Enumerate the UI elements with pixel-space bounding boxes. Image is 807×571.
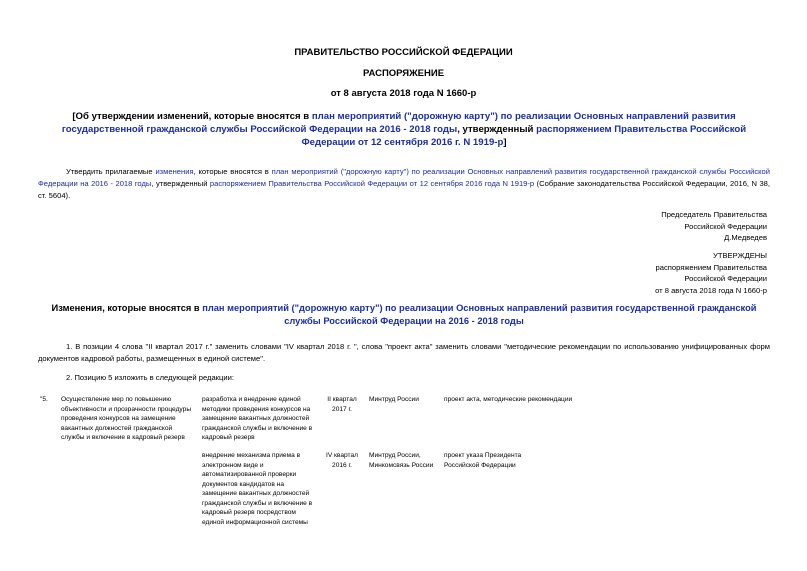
table-row-2-result: проект указа Президента Российской Федерации xyxy=(444,452,522,469)
para-order-link[interactable]: распоряжением Правительства Российской Федерации от 12 сентября 2016 года N 1919-р xyxy=(209,179,535,188)
document-date-number: от 8 августа 2018 года N 1660-р xyxy=(330,88,477,99)
approved-line-4: от 8 августа 2018 года N 1660-р xyxy=(655,285,767,295)
table-row-2-action: внедрение механизма приема в электронном виде и автоматизированной проверки документов кандидатов на замещение вакантных должностей гражданской службы и включение в кадровый резерв посредством единой информационной системы xyxy=(202,452,313,526)
changes-title-text: Изменения, которые вносятся в xyxy=(51,303,203,313)
table-measure-cell: Осуществление мер по повышению объективности и прозрачности процедуры проведения конкурсов на замещение вакантных должностей гражданской службы и включение в кадровый резерв xyxy=(61,396,192,441)
para-text-3: , утвержденный xyxy=(151,179,210,188)
para-text-4: (Собрание законодательства Российской Федерации, 2016, N 38, ст. 5604). xyxy=(38,179,770,200)
approved-block xyxy=(655,250,767,296)
title-plan-link[interactable]: план мероприятий ("дорожную карту") по реализации Основных направлений развития государственной гражданской службы Российской Федерации на 2016 - 2018 годы xyxy=(61,111,736,135)
signature-line-3: Д.Медведев xyxy=(724,233,767,242)
table-row-2-executor: Минтруд России, Минкомсвязь России xyxy=(369,452,434,469)
changes-title-plan-link[interactable]: план мероприятий ("дорожную карту") по реализации Основных направлений развития государственной гражданской службы Российской Федерации на 2016 - 2018 годы xyxy=(202,303,757,326)
table-row-1-deadline: II квартал 2017 г. xyxy=(327,396,357,413)
approved-line-2: распоряжением Правительства xyxy=(655,262,767,272)
para-text-1: Утвердить прилагаемые xyxy=(66,167,156,176)
signature-line-1: Председатель Правительства xyxy=(661,210,767,219)
para-plan-link[interactable]: план мероприятий ("дорожную карту") по реализации Основных направлений развития государственной гражданской службы Российской Федерации на 2016 - 2018 годы xyxy=(38,167,770,188)
approved-line-3: Российской Федерации xyxy=(684,274,767,283)
table-row-1-action: разработка и внедрение единой методики проведения конкурсов на замещение вакантных должностей гражданской службы и включение в кадровый резерв xyxy=(202,396,313,441)
item-1: 1. В позиции 4 слова "II квартал 2017 г." заменить словами "IV квартал 2018 г. ", слова "проект акта" заменить словами "методические рекомендации по использованию унифицированных форм документов кадровой работы, размещенных в единой системе". xyxy=(38,342,770,363)
table-row-1-result: проект акта, методические рекомендации xyxy=(444,396,573,403)
table-row-1-executor: Минтруд России xyxy=(369,396,419,403)
title-close-text: ] xyxy=(503,137,507,148)
title-mid-text: , утвержденный xyxy=(457,124,537,135)
approved-line-1: УТВЕРЖДЕНЫ xyxy=(713,251,767,260)
government-heading: ПРАВИТЕЛЬСТВО РОССИЙСКОЙ ФЕДЕРАЦИИ xyxy=(294,47,513,58)
item-2: 2. Позицию 5 изложить в следующей редакции: xyxy=(66,373,234,382)
table-position-number: "5. xyxy=(40,396,48,403)
title-order-link[interactable]: распоряжением Правительства Российской Федерации от 12 сентября 2016 г. N 1919-р xyxy=(301,124,747,148)
title-open-text: [Об утверждении изменений, которые вносятся в xyxy=(72,111,312,122)
changes-title xyxy=(40,302,768,328)
para-changes-link[interactable]: изменения xyxy=(155,167,194,176)
document-title xyxy=(40,110,768,149)
signature-block xyxy=(661,209,767,244)
para-text-2: , которые вносятся в xyxy=(193,167,272,176)
approval-paragraph xyxy=(38,166,770,202)
signature-line-2: Российской Федерации xyxy=(684,221,767,231)
document-type-heading: РАСПОРЯЖЕНИЕ xyxy=(362,68,445,79)
table-row-2-deadline: IV квартал 2016 г. xyxy=(325,452,359,469)
